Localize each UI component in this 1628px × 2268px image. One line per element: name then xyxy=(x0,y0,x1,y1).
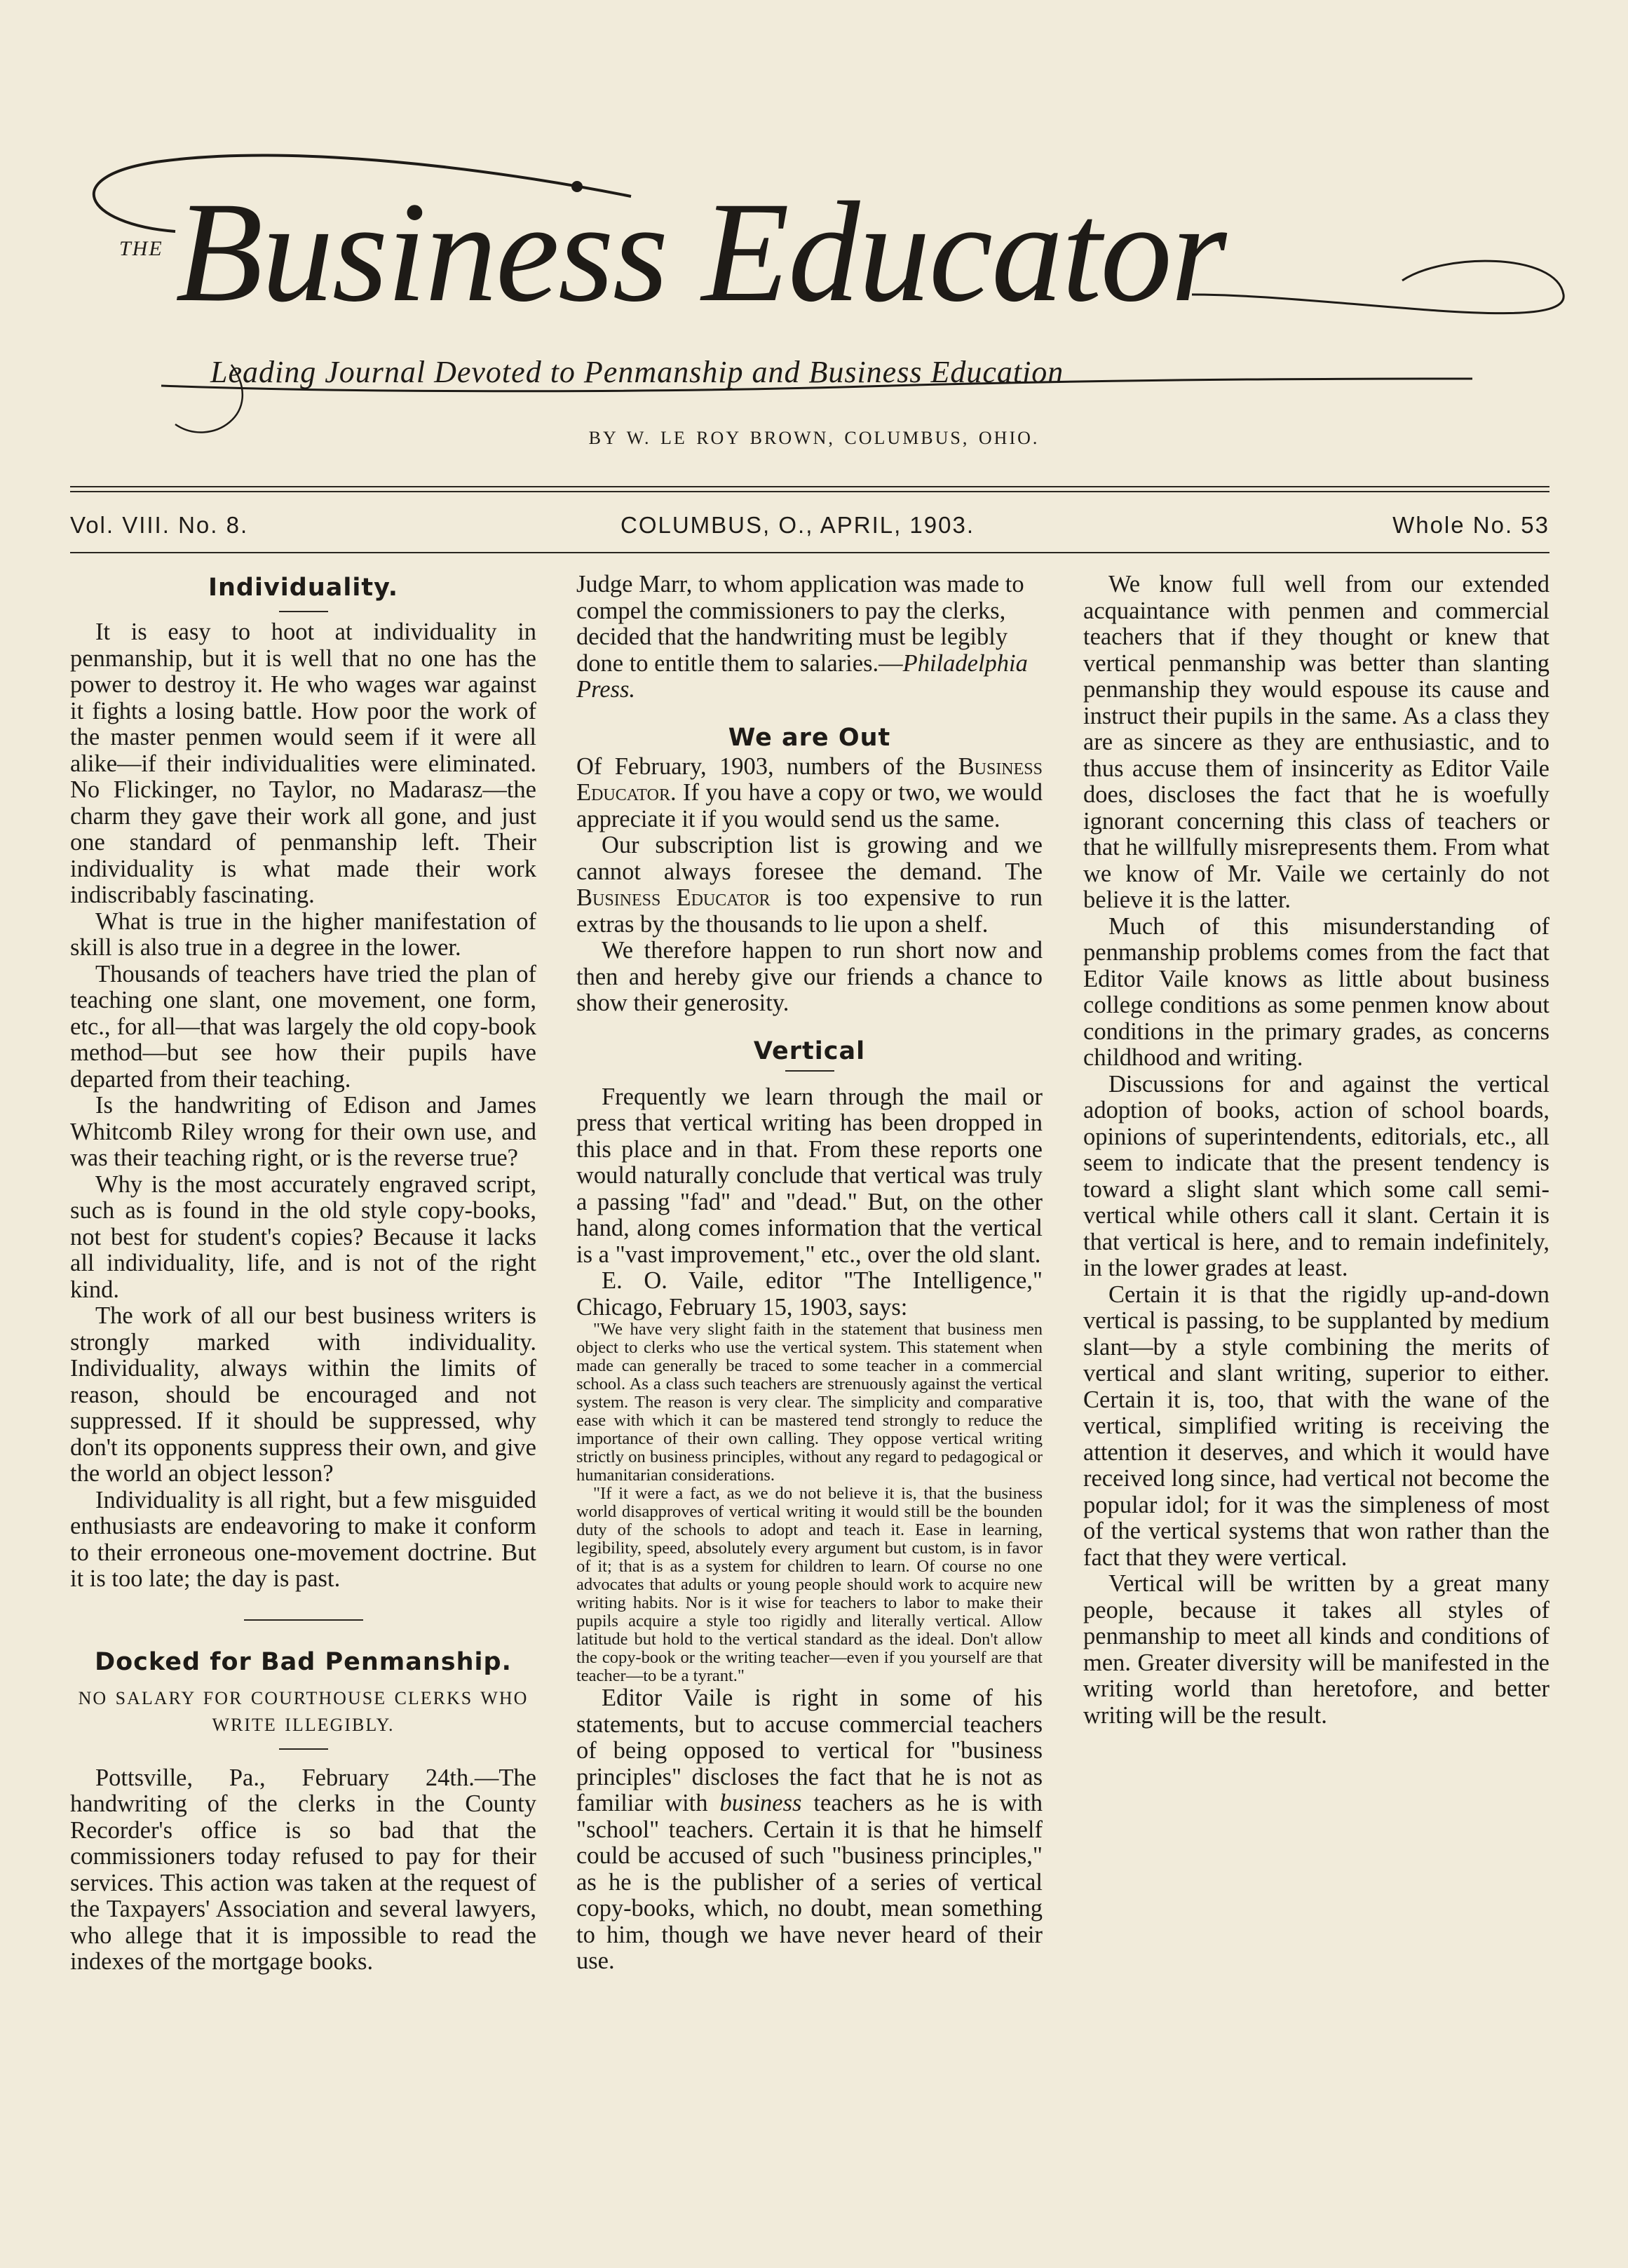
header-rule-top-2 xyxy=(70,491,1549,492)
heading-docked: Docked for Bad Penmanship. xyxy=(95,1647,512,1676)
header-rule-bottom xyxy=(70,552,1549,553)
issue-line xyxy=(70,512,1549,544)
masthead xyxy=(0,0,1628,477)
paragraph: Vertical will be written by a great many people, because it takes all styles of penmanship to meet all kinds and conditions of men. Greater diversity will be manifested in the writing world than heretofore, and better writing will be the result. xyxy=(1083,1570,1549,1729)
paragraph: We know full well from our extended acquaintance with penmen and commercial teachers that if they thought or knew that vertical penmanship was better than slanting penmanship they would espouse its cause and instruct their pupils in the same. As a class they are as sincere as they are enthusiastic, and to thus accuse them of insincerity as Editor Vaile does, discloses the fact that he is woefully ignorant concerning this class of teachers or that he willfully misrepresents them. From what we know of Mr. Vaile we certainly do not believe it is the latter. xyxy=(1083,571,1549,913)
heading-vertical: Vertical xyxy=(753,1037,866,1065)
masthead-subtitle: Leading Journal Devoted to Penmanship and Business Education xyxy=(210,355,1064,389)
column-3 xyxy=(1083,572,1549,1729)
divider xyxy=(279,611,328,612)
paragraph: Much of this misunderstanding of penmanship problems comes from the fact that Editor Vaile knows as little about business college conditions as some penmen know about conditions in the primary grades, as concerns childhood and writing. xyxy=(1083,912,1549,1071)
heading-individuality: Individuality. xyxy=(208,574,398,602)
paragraph: Why is the most accurately engraved script, such as is found in the old style copy-books, not best for student's copies? Because it lacks all individuality, life, and is not of the right kind. xyxy=(70,1170,536,1303)
byline: BY W. LE ROY BROWN, COLUMBUS, OHIO. xyxy=(588,428,1040,448)
source-attribution: Philadelphia Press. xyxy=(576,649,1028,703)
masthead-title: Business Educator xyxy=(175,173,1226,332)
paragraph: The work of all our best business writers is strongly marked with individuality. Individuality, always within the limits of reason, should be encouraged and not suppressed. If it should be suppressed, why don't its opponents suppress their own, and give the world an object lesson? xyxy=(70,1302,536,1487)
divider xyxy=(785,1070,834,1072)
whole-number: Whole No. 53 xyxy=(1392,512,1549,538)
masthead-title-prefix: THE xyxy=(119,237,163,260)
paragraph: Is the handwriting of Edison and James Whitcomb Riley wrong for their own use, and was their teaching right, or is the reverse true? xyxy=(70,1092,536,1171)
quote-paragraph: "If it were a fact, as we do not believe it is, that the business world disapproves of vertical writing it would still be the bounden duty of the schools to adopt and teach it. Ease in learning, legibility, speed, absolutely every argument but custom, is in favor of it; that is as a system for children to learn. Of course no one advocates that adults or young people should work to acquire new writing habits. Nor is it wise for teachers to labor to make their pupils acquire a style too rigidly and literally vertical. Allow latitude but hold to the vertical standard as the ideal. Don't allow the copy-book or the writing teacher—even if you yourself are that teacher—to be a tyrant." xyxy=(576,1484,1043,1685)
paragraph: Frequently we learn through the mail or press that vertical writing has been dropped in this place and in that. From these reports one would naturally conclude that vertical was truly a passing "fad" and "dead." But, on the other hand, along comes information that the vertical is a "vast improvement," etc., over the old slant. xyxy=(576,1083,1043,1268)
paragraph: Individuality is all right, but a few misguided enthusiasts are endeavoring to make it conform to their erroneous one-movement doctrine. But it is too late; the day is past. xyxy=(70,1486,536,1592)
paragraph: It is easy to hoot at individuality in penmanship, but it is well that no one has the power to destroy it. He who wages war against it fights a losing battle. How poor the work of the master penmen would seem if it were all alike—if their individualities were eliminated. No Flickinger, no Taylor, no Madarasz—the charm they gave their work all gone, and just one standard of penmanship left. Their individuality is what made their work indiscribably fascinating. xyxy=(70,619,536,908)
paragraph: Discussions for and against the vertical adoption of books, action of school boards, opinions of superintendents, editorials, etc., all seem to indicate that the present tendency is toward a slight slant which some call semi-vertical while others call it slant. Certain it is that vertical is here, and to remain indefinitely, in the lower grades at least. xyxy=(1083,1070,1549,1281)
volume-number: Vol. VIII. No. 8. xyxy=(70,512,249,538)
docked-subhead: NO SALARY FOR COURTHOUSE CLERKS WHO WRITE ILLEGIBLY. xyxy=(78,1687,529,1735)
column-1 xyxy=(70,572,536,1976)
section-divider xyxy=(244,1619,363,1621)
paragraph: E. O. Vaile, editor "The Intelligence," Chicago, February 15, 1903, says: xyxy=(576,1267,1043,1321)
paragraph: We therefore happen to run short now and then and hereby give our friends a chance to show their generosity. xyxy=(576,937,1043,1016)
paragraph: Judge Marr, to whom application was made to compel the commissioners to pay the clerks, decided that the handwriting must be legibly done to entitle them to salaries.— xyxy=(576,571,1024,677)
heading-we-are-out: We are Out xyxy=(728,723,891,752)
divider xyxy=(279,1748,328,1750)
paragraph: Thousands of teachers have tried the plan of teaching one slant, one movement, one form, etc., for all—that was largely the old copy-book method—but see how their pupils have departed from their teaching. xyxy=(70,960,536,1093)
quote-paragraph: "We have very slight faith in the statement that business men object to clerks who use the vertical system. This statement when made can generally be traced to some teacher in a commercial school. As a class such teachers are strenuously against the vertical system. The reason is very clear. The simplicity and comparative ease with which it can be mastered tend strongly to reduce the importance of their own calling. They oppose vertical writing strictly on business principles, without any regard to pedagogical or humanitarian considerations. xyxy=(576,1320,1043,1485)
header-rule-top xyxy=(70,486,1549,487)
column-2 xyxy=(576,572,1043,1975)
paragraph: Of February, 1903, numbers of the Business Educator. If you have a copy or two, we would appreciate it if you would send us the same. xyxy=(576,752,1043,832)
paragraph: What is true in the higher manifestation of skill is also true in a degree in the lower. xyxy=(70,907,536,961)
paragraph: Pottsville, Pa., February 24th.—The handwriting of the clerks in the County Recorder's office is so bad that the commissioners today refused to pay for their services. This action was taken at the request of the Taxpayers' Association and several lawyers, who allege that it is impossible to read the indexes of the mortgage books. xyxy=(70,1764,536,1975)
quotation xyxy=(576,1321,1043,1685)
paragraph: Our subscription list is growing and we cannot always foresee the demand. The Business Educator is too expensive to run extras by the thousands to lie upon a shelf. xyxy=(576,832,1043,938)
paragraph: Certain it is that the rigidly up-and-down vertical is passing, to be supplanted by medium slant—by a style combining the merits of vertical and slant writing, superior to either. Certain it is, too, that with the wane of the vertical, simplified writing is receiving the attention it deserves, and which it would have received long since, had vertical not become the popular idol; for it was the simpleness of most of the vertical systems that won rather than the fact that they were vertical. xyxy=(1083,1281,1549,1571)
place-date: COLUMBUS, O., APRIL, 1903. xyxy=(620,512,975,538)
paragraph: Editor Vaile is right in some of his statements, but to accuse commercial teachers of being opposed to vertical for "business principles" discloses the fact that he is not as familiar with business teachers as he is with "school" teachers. Certain it is that he himself could be accused of such "business principles," as he is the publisher of a series of vertical copy-books, which, no doubt, mean something to him, though we have never heard of their use. xyxy=(576,1685,1043,1974)
